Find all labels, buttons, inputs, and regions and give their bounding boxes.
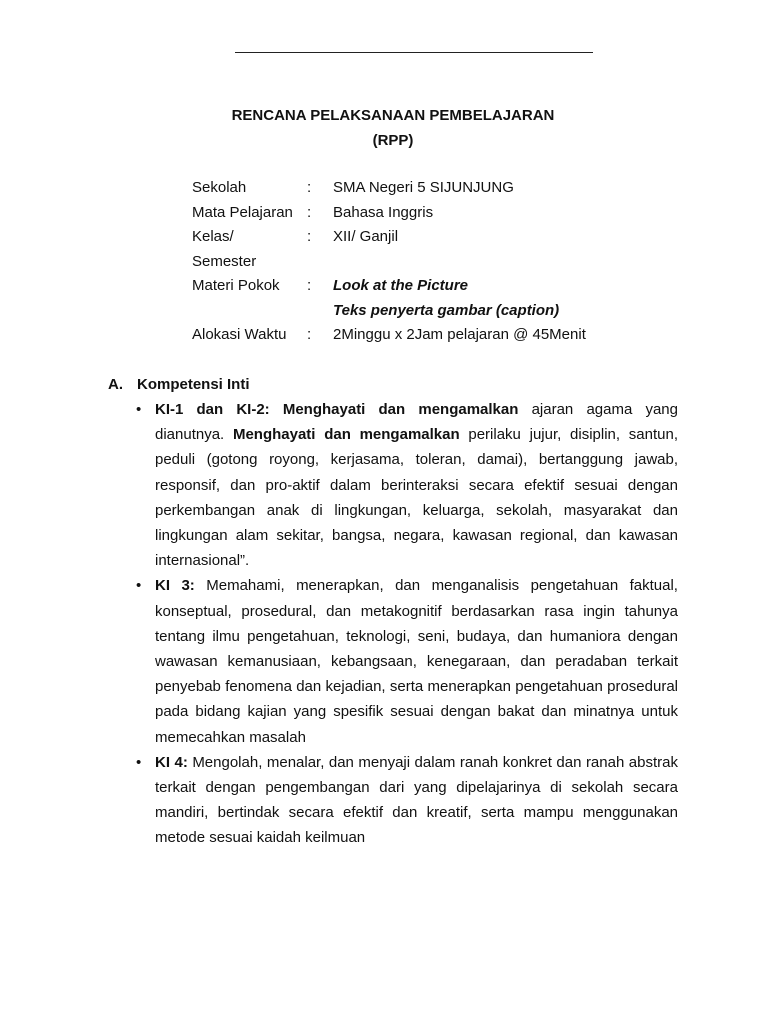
info-colon: : (307, 277, 312, 294)
section-heading (108, 372, 678, 397)
ki-text: perilaku jujur, disiplin, santun, peduli (gotong royong, kerjasama, toleran, damai), bertanggung jawab, responsif, dan pro-aktif dalam berinteraksi secara efektif sesuai dengan perkembangan anak di lingkungan, keluarga, sekolah, masyarakat dan lingkungan alam sekitar, bangsa, negara, kawasan regional, dan kawasan internasional”. (155, 426, 678, 570)
info-row-alokasi-waktu (192, 323, 692, 348)
list-item-ki-4 (108, 750, 678, 851)
info-row-kelas (192, 225, 692, 250)
bullet-icon: • (136, 753, 142, 771)
ki-bold-label: KI 3: (155, 577, 195, 595)
competency-list (108, 397, 678, 851)
info-label: Semester (192, 252, 257, 270)
info-colon: : (307, 326, 312, 343)
document-title (0, 103, 768, 153)
info-value: Bahasa Inggris (333, 203, 434, 221)
header-rule (235, 52, 593, 53)
ki-text: Memahami, menerapkan, dan menganalisis pengetahuan faktual, konseptual, prosedural, dan metakognitif berdasarkan rasa ingin tahunya tentang ilmu pengetahuan, teknologi, seni, budaya, dan humaniora dengan wawasan kemanusiaan, kebangsaan, kenegaraan, dan peradaban terkait penyebab fenomena dan kejadian, serta menerapkan pengetahuan prosedural pada bidang kajian yang spesifik sesuai dengan bakat dan minatnya untuk memecahkan masalah (155, 577, 678, 746)
info-value: 2Minggu x 2Jam pelajaran @ 45Menit (333, 326, 586, 343)
section-kompetensi-inti (108, 372, 678, 851)
bullet-icon: • (136, 401, 142, 418)
list-item-ki-1-2 (108, 397, 678, 573)
info-colon: : (307, 179, 312, 196)
info-value: Look at the Picture (333, 277, 469, 294)
info-value (333, 250, 692, 275)
info-row-sekolah (192, 176, 692, 201)
title-line-2: (RPP) (372, 132, 414, 149)
list-item-ki-3 (108, 573, 678, 749)
info-label (192, 299, 307, 324)
ki-bold-label: KI-1 dan KI-2: Menghayati dan mengamalkan (155, 401, 519, 418)
info-label: Mata Pelajaran (192, 203, 293, 221)
bullet-icon: • (136, 577, 142, 595)
info-value: SMA Negeri 5 SIJUNJUNG (333, 179, 514, 196)
section-title: Kompetensi Inti (137, 376, 250, 393)
ki-bold-phrase: Menghayati dan mengamalkan (232, 426, 460, 444)
identity-table (192, 176, 692, 348)
info-colon: : (307, 203, 312, 221)
info-row-semester (192, 250, 692, 275)
info-colon (307, 299, 333, 324)
ki-text: Mengolah, menalar, dan menyaji dalam ranah konkret dan ranah abstrak terkait dengan pengembangan dari yang dipelajarinya di sekolah secara mandiri, bertindak secara efektif dan kreatif, serta mampu menggunakan metode sesuai kaidah keilmuan (155, 753, 678, 847)
ki-text: ajaran agama yang dianutnya. (155, 401, 678, 444)
info-colon: : (307, 228, 312, 245)
info-label: Materi Pokok (192, 277, 280, 294)
ki-bold-label: KI 4: (155, 753, 188, 771)
info-value: Teks penyerta gambar (caption) (333, 301, 560, 319)
info-label: Sekolah (192, 179, 247, 196)
info-row-materi-pokok-sub (192, 299, 692, 324)
info-value: XII/ Ganjil (333, 228, 399, 245)
title-line-1: RENCANA PELAKSANAAN PEMBELAJARAN (231, 107, 555, 124)
info-label: Kelas/ (192, 228, 234, 245)
info-colon (307, 250, 333, 275)
section-letter: A. (108, 376, 123, 393)
info-label: Alokasi Waktu (192, 326, 287, 343)
info-row-materi-pokok (192, 274, 692, 299)
info-row-mata-pelajaran (192, 201, 692, 226)
